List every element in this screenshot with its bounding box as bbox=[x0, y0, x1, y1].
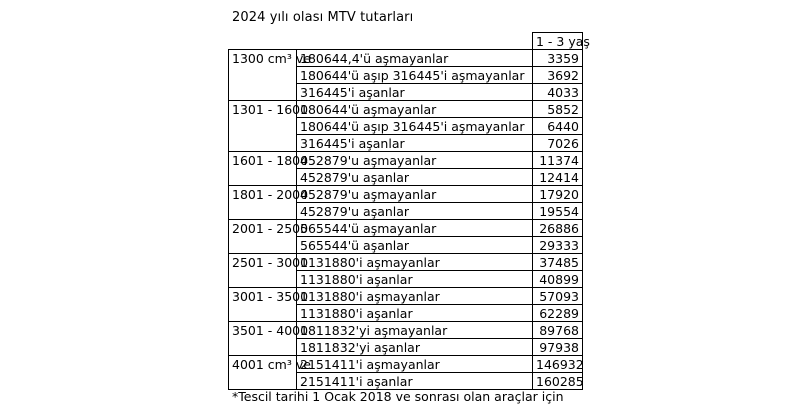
engine-capacity-cell bbox=[229, 118, 297, 135]
tax-amount-cell: 26886 bbox=[533, 220, 583, 237]
table-row bbox=[229, 288, 583, 305]
value-range-cell: 316445'i aşanlar bbox=[297, 84, 533, 101]
header-blank-cell bbox=[229, 33, 297, 50]
value-range-cell: 565544'ü aşmayanlar bbox=[297, 220, 533, 237]
table-row bbox=[229, 169, 583, 186]
table-row bbox=[229, 339, 583, 356]
value-range-cell: 452879'u aşanlar bbox=[297, 169, 533, 186]
table-row bbox=[229, 50, 583, 67]
engine-capacity-cell: 2501 - 3000 bbox=[229, 254, 297, 271]
header-blank-cell bbox=[297, 33, 533, 50]
table-row bbox=[229, 67, 583, 84]
table-row bbox=[229, 203, 583, 220]
value-range-cell: 180644,4'ü aşmayanlar bbox=[297, 50, 533, 67]
engine-capacity-cell bbox=[229, 135, 297, 152]
engine-capacity-cell bbox=[229, 67, 297, 84]
table-row bbox=[229, 356, 583, 373]
table-row bbox=[229, 322, 583, 339]
column-header-age: 1 - 3 yaş bbox=[533, 33, 583, 50]
value-range-cell: 1811832'yi aşmayanlar bbox=[297, 322, 533, 339]
engine-capacity-cell bbox=[229, 169, 297, 186]
engine-capacity-cell: 4001 cm³ ve bbox=[229, 356, 297, 373]
value-range-cell: 180644'ü aşıp 316445'i aşmayanlar bbox=[297, 67, 533, 84]
value-range-cell: 180644'ü aşmayanlar bbox=[297, 101, 533, 118]
page-title: 2024 yılı olası MTV tutarları bbox=[232, 10, 414, 25]
tax-amount-cell: 11374 bbox=[533, 152, 583, 169]
value-range-cell: 316445'i aşanlar bbox=[297, 135, 533, 152]
tax-amount-cell: 37485 bbox=[533, 254, 583, 271]
engine-capacity-cell: 1601 - 1800 bbox=[229, 152, 297, 169]
table-row bbox=[229, 135, 583, 152]
table-row bbox=[229, 220, 583, 237]
tax-amount-cell: 3692 bbox=[533, 67, 583, 84]
value-range-cell: 180644'ü aşıp 316445'i aşmayanlar bbox=[297, 118, 533, 135]
tax-amount-cell: 29333 bbox=[533, 237, 583, 254]
table-row bbox=[229, 118, 583, 135]
value-range-cell: 1131880'i aşmayanlar bbox=[297, 288, 533, 305]
tax-amount-cell: 57093 bbox=[533, 288, 583, 305]
engine-capacity-cell: 1301 - 1600 bbox=[229, 101, 297, 118]
engine-capacity-cell bbox=[229, 84, 297, 101]
tax-amount-cell: 7026 bbox=[533, 135, 583, 152]
footnote: *Tescil tarihi 1 Ocak 2018 ve sonrası olan araçlar için bbox=[232, 389, 564, 404]
table-row bbox=[229, 271, 583, 288]
value-range-cell: 2151411'i aşanlar bbox=[297, 373, 533, 390]
engine-capacity-cell bbox=[229, 203, 297, 220]
table-row bbox=[229, 152, 583, 169]
table-row bbox=[229, 101, 583, 118]
tax-amount-cell: 3359 bbox=[533, 50, 583, 67]
tax-amount-cell: 4033 bbox=[533, 84, 583, 101]
engine-capacity-cell: 2001 - 2500 bbox=[229, 220, 297, 237]
tax-amount-cell: 17920 bbox=[533, 186, 583, 203]
table-row bbox=[229, 237, 583, 254]
tax-amount-cell: 97938 bbox=[533, 339, 583, 356]
tax-amount-cell: 6440 bbox=[533, 118, 583, 135]
value-range-cell: 1131880'i aşanlar bbox=[297, 271, 533, 288]
engine-capacity-cell: 3001 - 3500 bbox=[229, 288, 297, 305]
engine-capacity-cell bbox=[229, 373, 297, 390]
tax-amount-cell: 62289 bbox=[533, 305, 583, 322]
engine-capacity-cell bbox=[229, 271, 297, 288]
engine-capacity-cell: 1801 - 2000 bbox=[229, 186, 297, 203]
tax-amount-cell: 89768 bbox=[533, 322, 583, 339]
tax-amount-cell: 40899 bbox=[533, 271, 583, 288]
tax-amount-cell: 19554 bbox=[533, 203, 583, 220]
value-range-cell: 2151411'i aşmayanlar bbox=[297, 356, 533, 373]
engine-capacity-cell bbox=[229, 339, 297, 356]
value-range-cell: 1131880'i aşanlar bbox=[297, 305, 533, 322]
value-range-cell: 565544'ü aşanlar bbox=[297, 237, 533, 254]
tax-amount-cell: 146932 bbox=[533, 356, 583, 373]
mtv-table bbox=[228, 32, 590, 390]
tax-amount-cell: 160285 bbox=[533, 373, 583, 390]
engine-capacity-cell: 3501 - 4000 bbox=[229, 322, 297, 339]
table-row bbox=[229, 373, 583, 390]
table-row bbox=[229, 84, 583, 101]
table-row bbox=[229, 186, 583, 203]
value-range-cell: 1811832'yi aşanlar bbox=[297, 339, 533, 356]
value-range-cell: 452879'u aşmayanlar bbox=[297, 186, 533, 203]
value-range-cell: 452879'u aşmayanlar bbox=[297, 152, 533, 169]
engine-capacity-cell: 1300 cm³ ve bbox=[229, 50, 297, 67]
table-row bbox=[229, 254, 583, 271]
table-header-row bbox=[229, 33, 583, 50]
tax-amount-cell: 5852 bbox=[533, 101, 583, 118]
table-row bbox=[229, 305, 583, 322]
engine-capacity-cell bbox=[229, 237, 297, 254]
value-range-cell: 452879'u aşanlar bbox=[297, 203, 533, 220]
engine-capacity-cell bbox=[229, 305, 297, 322]
tax-amount-cell: 12414 bbox=[533, 169, 583, 186]
value-range-cell: 1131880'i aşmayanlar bbox=[297, 254, 533, 271]
